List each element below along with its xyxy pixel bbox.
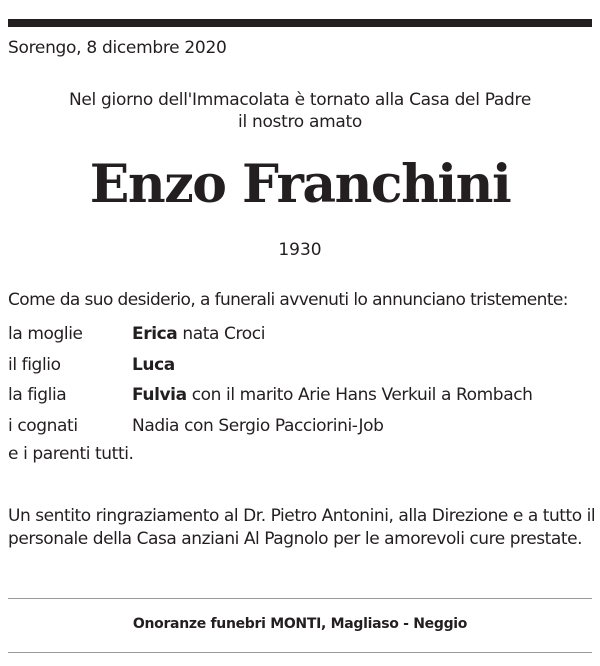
- relative-name: [132, 416, 383, 436]
- relative-name: [132, 385, 533, 405]
- deceased-name: Enzo Franchini: [89, 154, 511, 215]
- footer-bottom-rule: [8, 652, 592, 653]
- relative-first-name: Fulvia: [132, 385, 187, 406]
- thanks-paragraph: Un sentito ringraziamento al Dr. Pietro Antonini, alla Direzione e a tutto il personale della Casa anziani Al Pagnolo per le amorevoli cure prestate.: [8, 506, 596, 549]
- relatives-text: e i parenti tutti.: [8, 444, 134, 464]
- relative-name: [132, 324, 265, 344]
- family-row-wife: [8, 319, 598, 350]
- intro-line-1: Nel giorno dell'Immacolata è tornato alla Casa del Padre: [68, 90, 532, 110]
- relation-label: la figlia: [8, 385, 67, 406]
- footer-top-rule: [8, 598, 592, 599]
- family-row-daughter: [8, 380, 598, 411]
- intro-text: [0, 89, 600, 133]
- relative-detail: nata Croci: [177, 324, 266, 345]
- place-date: Sorengo, 8 dicembre 2020: [8, 38, 227, 58]
- family-row-in-laws: [8, 411, 598, 442]
- relative-detail: con il marito Arie Hans Verkuil a Rombach: [186, 385, 533, 406]
- relation-label: i cognati: [8, 415, 78, 436]
- family-row-son: [8, 350, 598, 381]
- intro-line-2: il nostro amato: [238, 112, 362, 132]
- relative-first-name: Luca: [132, 354, 175, 375]
- birth-year: 1930: [278, 240, 322, 260]
- funeral-home-footer: Onoranze funebri MONTI, Magliaso - Neggio: [132, 616, 468, 632]
- relation-label: la moglie: [8, 324, 83, 345]
- relative-first-name: Erica: [132, 324, 178, 345]
- top-border-rule: [8, 19, 592, 27]
- relative-detail: Nadia con Sergio Pacciorini-Job: [132, 415, 384, 436]
- relative-name: [132, 355, 175, 375]
- announcement-text: Come da suo desiderio, a funerali avvenuti lo annunciano tristemente:: [8, 290, 568, 310]
- relation-label: il figlio: [8, 354, 61, 375]
- family-list: [8, 319, 598, 441]
